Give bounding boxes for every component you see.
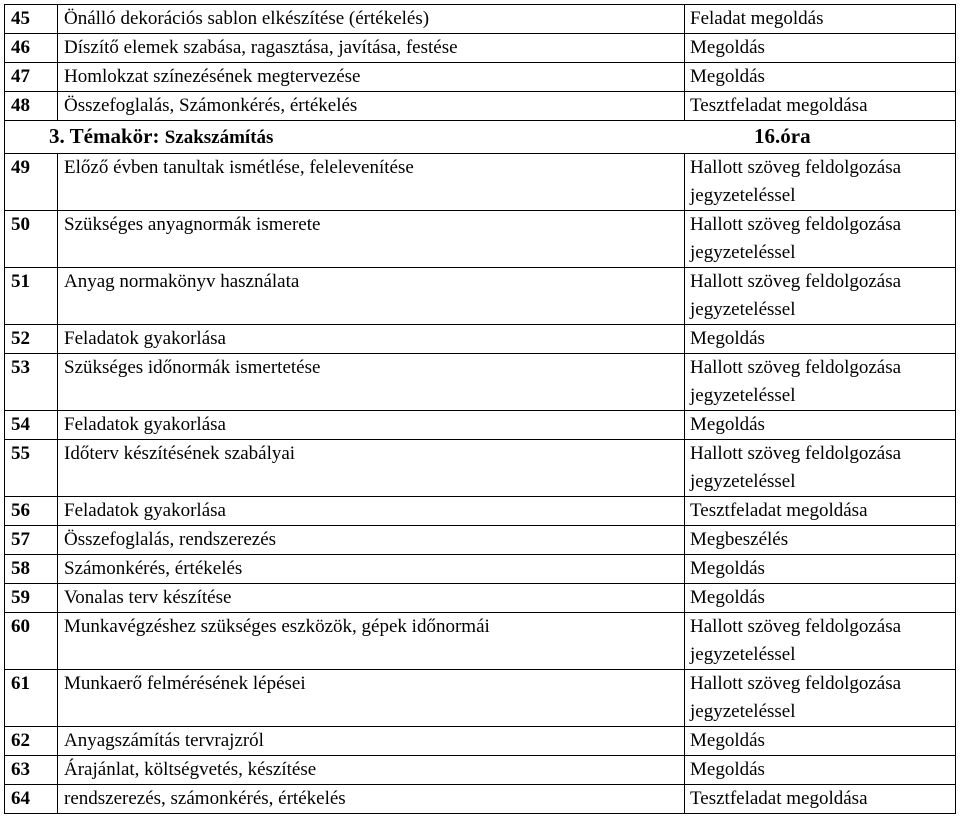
- table-row: [5, 727, 956, 756]
- lesson-topic: Árajánlat, költségvetés, készítése: [58, 756, 685, 785]
- lesson-number: 64: [5, 785, 58, 814]
- table-row: [5, 268, 956, 325]
- lesson-method: [685, 670, 956, 727]
- lesson-topic: rendszerezés, számonkérés, értékelés: [58, 785, 685, 814]
- method-line-2: jegyzeteléssel: [690, 385, 796, 406]
- method-line-2: jegyzeteléssel: [690, 644, 796, 665]
- method-line-1: Megoldás: [690, 558, 765, 579]
- lesson-method: [685, 268, 956, 325]
- lesson-plan-body: [5, 5, 956, 814]
- lesson-topic: Számonkérés, értékelés: [58, 555, 685, 584]
- lesson-number: 49: [5, 154, 58, 211]
- table-row: [5, 785, 956, 814]
- lesson-method: [685, 555, 956, 584]
- lesson-number: 58: [5, 555, 58, 584]
- table-row: [5, 584, 956, 613]
- method-line-2: jegyzeteléssel: [690, 242, 796, 263]
- lesson-number: 56: [5, 497, 58, 526]
- table-row: [5, 526, 956, 555]
- lesson-topic: Feladatok gyakorlása: [58, 411, 685, 440]
- lesson-topic: Homlokzat színezésének megtervezése: [58, 63, 685, 92]
- lesson-number: 48: [5, 92, 58, 121]
- lesson-topic: Munkaerő felmérésének lépései: [58, 670, 685, 727]
- lesson-method: Feladat megoldás: [685, 5, 956, 34]
- lesson-number: 54: [5, 411, 58, 440]
- lesson-topic: Feladatok gyakorlása: [58, 497, 685, 526]
- lesson-method: [685, 411, 956, 440]
- lesson-topic: Díszítő elemek szabása, ragasztása, javítása, festése: [58, 34, 685, 63]
- method-line-1: Megoldás: [690, 328, 765, 349]
- table-row: [5, 34, 956, 63]
- lesson-method: [685, 785, 956, 814]
- lesson-number: 46: [5, 34, 58, 63]
- lesson-method: Megoldás: [685, 34, 956, 63]
- section-header-row: [5, 121, 956, 154]
- method-line-1: Hallott szöveg feldolgozása: [690, 443, 902, 464]
- method-line-1: Megoldás: [690, 414, 765, 435]
- table-row: [5, 440, 956, 497]
- lesson-topic: Önálló dekorációs sablon elkészítése (értékelés): [58, 5, 685, 34]
- method-line-2: jegyzeteléssel: [690, 299, 796, 320]
- lesson-method: [685, 497, 956, 526]
- lesson-topic: Szükséges időnormák ismertetése: [58, 354, 685, 411]
- table-row: [5, 411, 956, 440]
- lesson-topic: Szükséges anyagnormák ismerete: [58, 211, 685, 268]
- lesson-topic: Feladatok gyakorlása: [58, 325, 685, 354]
- lesson-number: 62: [5, 727, 58, 756]
- lesson-method: [685, 756, 956, 785]
- lesson-number: 57: [5, 526, 58, 555]
- method-line-1: Hallott szöveg feldolgozása: [690, 357, 902, 378]
- lesson-method: [685, 727, 956, 756]
- lesson-method: [685, 354, 956, 411]
- lesson-number: 63: [5, 756, 58, 785]
- method-line-2: jegyzeteléssel: [690, 471, 796, 492]
- method-line-1: Megoldás: [690, 759, 765, 780]
- table-row: [5, 497, 956, 526]
- lesson-topic: Vonalas terv készítése: [58, 584, 685, 613]
- table-row: [5, 154, 956, 211]
- lesson-number: 60: [5, 613, 58, 670]
- lesson-number: 45: [5, 5, 58, 34]
- lesson-method: [685, 440, 956, 497]
- lesson-topic: Előző évben tanultak ismétlése, felelevenítése: [58, 154, 685, 211]
- method-line-1: Hallott szöveg feldolgozása: [690, 616, 902, 637]
- method-line-1: Tesztfeladat megoldása: [690, 500, 868, 521]
- lesson-method: [685, 154, 956, 211]
- lesson-topic: Munkavégzéshez szükséges eszközök, gépek időnormái: [58, 613, 685, 670]
- table-row: [5, 211, 956, 268]
- lesson-topic: Összefoglalás, Számonkérés, értékelés: [58, 92, 685, 121]
- lesson-topic: Anyagszámítás tervrajzról: [58, 727, 685, 756]
- method-line-1: Hallott szöveg feldolgozása: [690, 673, 902, 694]
- lesson-topic: Anyag normakönyv használata: [58, 268, 685, 325]
- table-row: [5, 63, 956, 92]
- method-line-1: Tesztfeladat megoldása: [690, 788, 868, 809]
- lesson-method: [685, 584, 956, 613]
- table-row: [5, 354, 956, 411]
- section-subject: Szakszámítás: [164, 127, 274, 148]
- table-row: [5, 670, 956, 727]
- table-row: [5, 92, 956, 121]
- lesson-number: 50: [5, 211, 58, 268]
- lesson-method: [685, 325, 956, 354]
- method-line-1: Megbeszélés: [690, 529, 789, 550]
- section-hours: 16.óra: [754, 124, 811, 148]
- lesson-number: 61: [5, 670, 58, 727]
- section-header: [5, 121, 956, 154]
- method-line-1: Hallott szöveg feldolgozása: [690, 157, 902, 178]
- lesson-method: [685, 613, 956, 670]
- method-line-1: Megoldás: [690, 730, 765, 751]
- method-line-1: Hallott szöveg feldolgozása: [690, 214, 902, 235]
- method-line-2: jegyzeteléssel: [690, 701, 796, 722]
- lesson-plan-table: [4, 4, 956, 814]
- method-line-2: jegyzeteléssel: [690, 185, 796, 206]
- lesson-topic: Időterv készítésének szabályai: [58, 440, 685, 497]
- lesson-method: [685, 526, 956, 555]
- lesson-number: 59: [5, 584, 58, 613]
- table-row: [5, 5, 956, 34]
- table-row: [5, 613, 956, 670]
- lesson-topic: Összefoglalás, rendszerezés: [58, 526, 685, 555]
- lesson-method: Tesztfeladat megoldása: [685, 92, 956, 121]
- table-row: [5, 325, 956, 354]
- table-row: [5, 555, 956, 584]
- lesson-number: 53: [5, 354, 58, 411]
- lesson-method: [685, 211, 956, 268]
- lesson-number: 55: [5, 440, 58, 497]
- lesson-method: Megoldás: [685, 63, 956, 92]
- lesson-number: 51: [5, 268, 58, 325]
- lesson-number: 52: [5, 325, 58, 354]
- lesson-number: 47: [5, 63, 58, 92]
- method-line-1: Hallott szöveg feldolgozása: [690, 271, 902, 292]
- section-title: 3. Témakör:: [49, 124, 160, 148]
- method-line-1: Megoldás: [690, 587, 765, 608]
- table-row: [5, 756, 956, 785]
